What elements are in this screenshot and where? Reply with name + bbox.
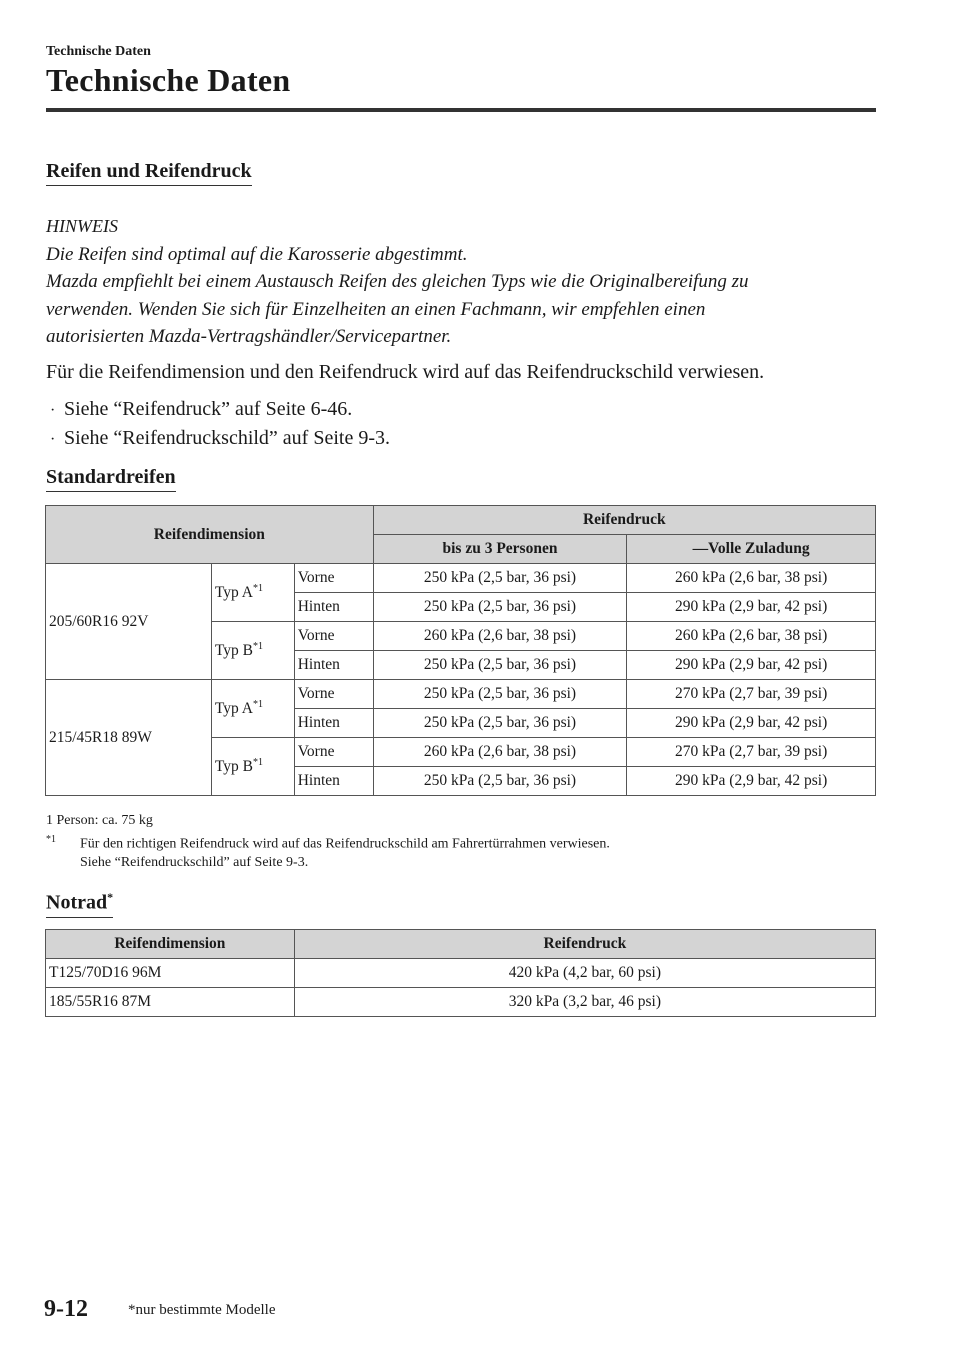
header-sub-full-load: —Volle Zuladung (627, 535, 876, 564)
header-druck: Reifendruck (294, 930, 875, 959)
tire-type: Typ $A^{*1}$ (211, 680, 294, 738)
hinweis-heading: HINWEIS (46, 216, 118, 236)
section-title-reifen: Reifen und Reifendruck (46, 160, 252, 186)
pressure-cell: 260 kPa (2,6 bar, 38 psi) (627, 622, 876, 651)
page-number: 9-12 (44, 1296, 88, 1322)
footnote-star1 (46, 834, 610, 853)
axle: Vorne (294, 622, 373, 651)
axle: Hinten (294, 709, 373, 738)
intro-paragraph: Für die Reifendimension und den Reifendruck wird auf das Reifendruckschild verwiesen. (46, 361, 765, 383)
bullet-icon: · (50, 431, 56, 448)
pressure-cell: 250 kPa (2,5 bar, 36 psi) (373, 651, 627, 680)
section-header-small: Technische Daten (46, 44, 151, 59)
hinweis-line: Die Reifen sind optimal auf die Karosserie abgestimmt. (46, 243, 468, 265)
pressure-cell: 320 kPa (3,2 bar, 46 psi) (294, 988, 875, 1017)
footer-note: *nur bestimmte Modelle (128, 1302, 276, 1318)
pressure-cell: 250 kPa (2,5 bar, 36 psi) (373, 709, 627, 738)
tire-type: Typ $A^{*1}$ (211, 564, 294, 622)
bullet-text: Siehe “Reifendruck” auf Seite 6-46. (64, 398, 353, 420)
tire-size: 205/60R16 92V (46, 564, 212, 680)
table-row (46, 680, 876, 709)
pressure-cell: 260 kPa (2,6 bar, 38 psi) (373, 738, 627, 767)
pressure-cell: 260 kPa (2,6 bar, 38 psi) (373, 622, 627, 651)
page-title: Technische Daten (46, 62, 291, 98)
axle: Hinten (294, 593, 373, 622)
axle: Vorne (294, 680, 373, 709)
standard-tire-table (45, 505, 876, 796)
footnote-mark: *1 (46, 834, 56, 845)
pressure-cell: 290 kPa (2,9 bar, 42 psi) (627, 767, 876, 796)
footnote-text: Für den richtigen Reifendruck wird auf das Reifendruckschild am Fahrertürrahmen verwiesen. (80, 836, 610, 852)
axle: Hinten (294, 767, 373, 796)
bullet-item (50, 398, 352, 421)
hinweis-note (46, 213, 886, 351)
header-dimension: Reifendimension (46, 930, 295, 959)
hinweis-line: autorisierten Mazda-Vertragshändler/Servicepartner. (46, 326, 452, 347)
pressure-cell: 260 kPa (2,6 bar, 38 psi) (627, 564, 876, 593)
pressure-cell: 290 kPa (2,9 bar, 42 psi) (627, 709, 876, 738)
footnote-reference: Siehe “Reifendruckschild” auf Seite 9-3. (80, 855, 309, 870)
table-row (46, 988, 876, 1017)
bullet-item (50, 427, 390, 450)
bullet-icon: · (50, 402, 56, 419)
table-row (46, 959, 876, 988)
header-dimension: Reifendimension (46, 506, 374, 564)
pressure-cell: 250 kPa (2,5 bar, 36 psi) (373, 593, 627, 622)
pressure-cell: 290 kPa (2,9 bar, 42 psi) (627, 651, 876, 680)
tire-size: 215/45R18 89W (46, 680, 212, 796)
pressure-cell: 250 kPa (2,5 bar, 36 psi) (373, 680, 627, 709)
footnote-person: 1 Person: ca. 75 kg (46, 813, 153, 828)
axle: Vorne (294, 564, 373, 593)
pressure-cell: 270 kPa (2,7 bar, 39 psi) (627, 680, 876, 709)
tire-size: T125/70D16 96M (46, 959, 295, 988)
pressure-cell: 270 kPa (2,7 bar, 39 psi) (627, 738, 876, 767)
section-title-standardreifen: Standardreifen (46, 466, 176, 492)
section-title-notrad: Notrad* (46, 890, 113, 918)
pressure-cell: 420 kPa (4,2 bar, 60 psi) (294, 959, 875, 988)
axle: Hinten (294, 651, 373, 680)
hinweis-line: verwenden. Wenden Sie sich für Einzelheiten an einen Fachmann, wir empfehlen einen (46, 298, 706, 320)
tire-type: Typ $B^{*1}$ (211, 738, 294, 796)
axle: Vorne (294, 738, 373, 767)
pressure-cell: 290 kPa (2,9 bar, 42 psi) (627, 593, 876, 622)
header-druck: Reifendruck (373, 506, 875, 535)
tire-type: Typ $B^{*1}$ (211, 622, 294, 680)
header-divider (46, 108, 876, 112)
spare-tire-table (45, 929, 876, 1017)
table-row (46, 564, 876, 593)
hinweis-line: Mazda empfiehlt bei einem Austausch Reifen des gleichen Typs wie die Originalbereifung zu (46, 271, 749, 292)
bullet-text: Siehe “Reifendruckschild” auf Seite 9-3. (64, 427, 390, 449)
pressure-cell: 250 kPa (2,5 bar, 36 psi) (373, 767, 627, 796)
header-sub-persons: bis zu 3 Personen (373, 535, 627, 564)
tire-size: 185/55R16 87M (46, 988, 295, 1017)
pressure-cell: 250 kPa (2,5 bar, 36 psi) (373, 564, 627, 593)
footnote-mark: * (107, 890, 114, 904)
